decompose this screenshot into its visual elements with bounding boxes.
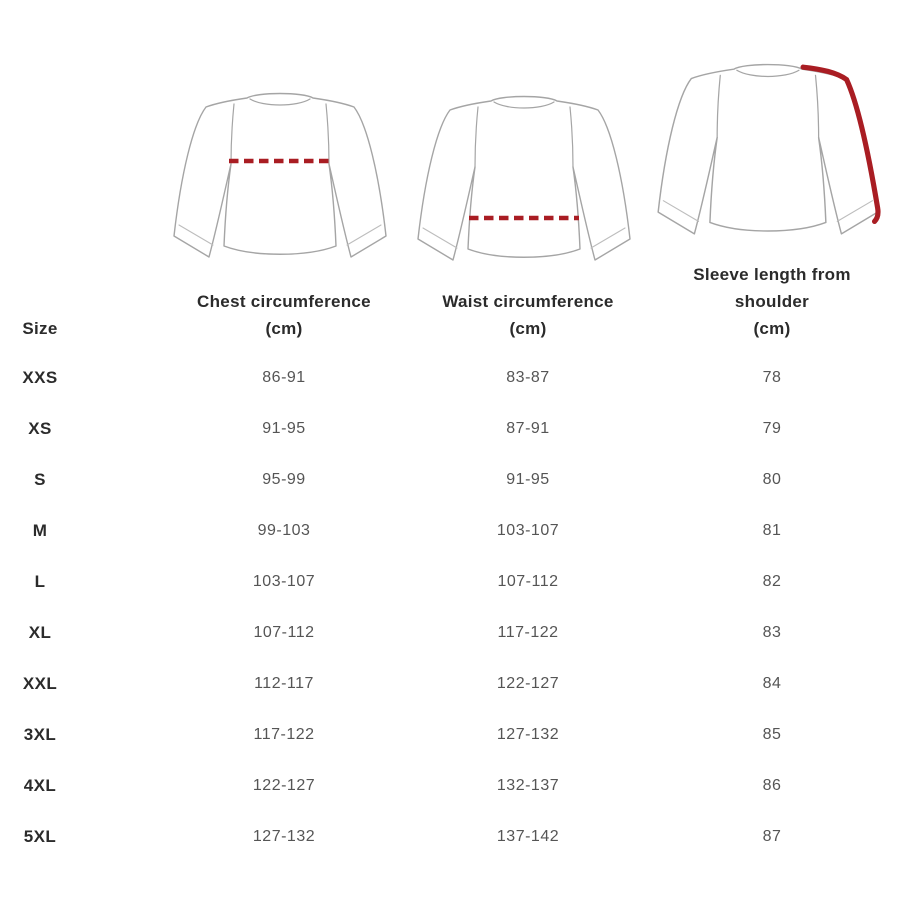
table-row <box>0 760 894 811</box>
waist-value: 107-112 <box>497 572 559 590</box>
table-row <box>0 505 894 556</box>
sleeve-value: 83 <box>762 623 782 641</box>
sleeve-value: 86 <box>762 776 782 794</box>
waist-value: 87-91 <box>506 419 550 437</box>
sleeve-value: 81 <box>762 521 782 539</box>
header-line: Size <box>22 319 58 338</box>
chest-value: 117-122 <box>253 725 315 743</box>
header-unit: (cm) <box>753 319 791 338</box>
sleeve-value: 82 <box>762 572 782 590</box>
chest-value: 107-112 <box>253 623 315 641</box>
waist-value: 122-127 <box>496 674 560 692</box>
table-row <box>0 403 894 454</box>
waist-value: 117-122 <box>497 623 559 641</box>
size-label: XXL <box>22 673 58 693</box>
chest-value: 112-117 <box>254 674 314 692</box>
size-label: M <box>32 520 48 540</box>
waist-value: 91-95 <box>506 470 550 488</box>
table-row <box>0 607 894 658</box>
size-label: S <box>34 469 46 489</box>
chest-value: 103-107 <box>252 572 316 590</box>
chest-value: 99-103 <box>257 521 311 539</box>
table-body <box>0 352 894 862</box>
header-line: Chest circumference <box>197 292 371 311</box>
column-header-sleeve <box>650 261 894 342</box>
chest-value: 91-95 <box>262 419 306 437</box>
waist-value: 83-87 <box>506 368 550 386</box>
chest-value: 86-91 <box>262 368 306 386</box>
size-label: XS <box>28 418 52 438</box>
column-header-chest <box>162 288 406 342</box>
sleeve-value: 79 <box>762 419 782 437</box>
sleeve-value: 84 <box>762 674 782 692</box>
size-label: L <box>34 571 46 591</box>
sleeve-value: 85 <box>762 725 782 743</box>
table-row <box>0 556 894 607</box>
table-row <box>0 709 894 760</box>
header-unit: (cm) <box>509 319 547 338</box>
header-line: shoulder <box>734 292 810 311</box>
table-row <box>0 658 894 709</box>
waist-value: 137-142 <box>496 827 560 845</box>
waist-value: 132-137 <box>496 776 560 794</box>
sleeve-value: 78 <box>762 368 782 386</box>
header-unit: (cm) <box>265 319 303 338</box>
column-header-size <box>0 315 162 342</box>
column-header-waist <box>406 288 650 342</box>
size-label: 4XL <box>23 775 57 795</box>
header-line: Waist circumference <box>442 292 614 311</box>
table-row <box>0 352 894 403</box>
waist-value: 103-107 <box>496 521 560 539</box>
chest-value: 127-132 <box>252 827 316 845</box>
waist-value: 127-132 <box>496 725 560 743</box>
table-row <box>0 811 894 862</box>
table-header-row <box>0 0 894 342</box>
sleeve-value: 80 <box>762 470 782 488</box>
header-line: Sleeve length from <box>693 265 851 284</box>
size-label: 3XL <box>23 724 57 744</box>
table-row <box>0 454 894 505</box>
chest-value: 95-99 <box>262 470 306 488</box>
size-label: XXS <box>22 367 58 387</box>
size-label: XL <box>28 622 52 642</box>
sleeve-value: 87 <box>762 827 782 845</box>
chest-value: 122-127 <box>252 776 316 794</box>
size-label: 5XL <box>23 826 57 846</box>
